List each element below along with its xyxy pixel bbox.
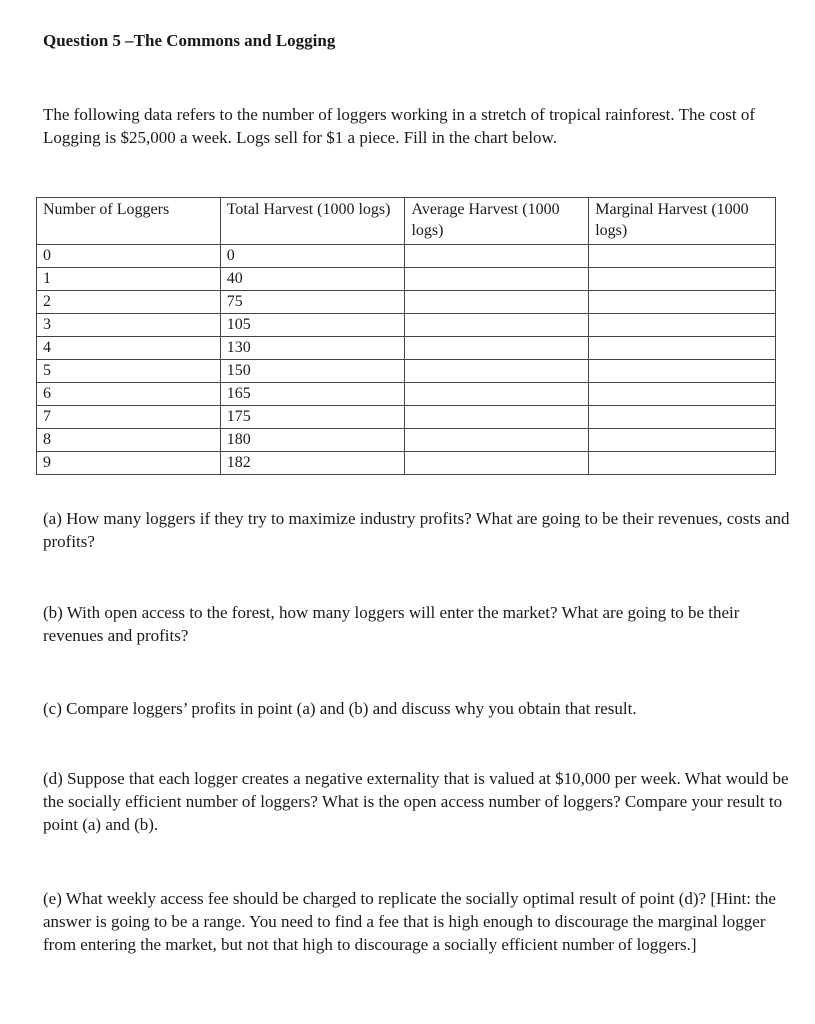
table-row <box>37 429 776 452</box>
cell-average-harvest <box>405 291 589 314</box>
cell-total-harvest: 130 <box>220 337 405 360</box>
cell-loggers: 7 <box>37 406 221 429</box>
cell-average-harvest <box>405 452 589 475</box>
cell-total-harvest: 165 <box>220 383 405 406</box>
logging-data-table <box>36 197 776 475</box>
table-row <box>37 314 776 337</box>
cell-loggers: 5 <box>37 360 221 383</box>
question-b: (b) With open access to the forest, how many loggers will enter the market? What are going to be their revenues and profits? <box>43 603 740 645</box>
table-row <box>37 360 776 383</box>
cell-total-harvest: 150 <box>220 360 405 383</box>
cell-total-harvest: 75 <box>220 291 405 314</box>
cell-loggers: 1 <box>37 268 221 291</box>
cell-marginal-harvest <box>589 291 776 314</box>
table-row <box>37 291 776 314</box>
question-title: Question 5 –The Commons and Logging <box>43 31 336 50</box>
cell-loggers: 2 <box>37 291 221 314</box>
cell-total-harvest: 180 <box>220 429 405 452</box>
cell-marginal-harvest <box>589 360 776 383</box>
cell-loggers: 9 <box>37 452 221 475</box>
cell-loggers: 0 <box>37 245 221 268</box>
cell-total-harvest: 40 <box>220 268 405 291</box>
cell-average-harvest <box>405 429 589 452</box>
cell-average-harvest <box>405 406 589 429</box>
cell-loggers: 4 <box>37 337 221 360</box>
cell-average-harvest <box>405 245 589 268</box>
question-d: (d) Suppose that each logger creates a negative externality that is valued at $10,000 per week. What would be the socially efficient number of loggers? What is the open access number of loggers? Compare your result to point (a) and (b). <box>43 769 789 834</box>
cell-marginal-harvest <box>589 337 776 360</box>
question-c: (c) Compare loggers’ profits in point (a) and (b) and discuss why you obtain that result. <box>43 699 637 718</box>
table-row <box>37 452 776 475</box>
cell-loggers: 8 <box>37 429 221 452</box>
table-row <box>37 406 776 429</box>
header-number-of-loggers: Number of Loggers <box>37 198 221 245</box>
cell-total-harvest: 105 <box>220 314 405 337</box>
table-row <box>37 383 776 406</box>
cell-average-harvest <box>405 383 589 406</box>
table-row <box>37 268 776 291</box>
cell-marginal-harvest <box>589 406 776 429</box>
table-row <box>37 337 776 360</box>
cell-total-harvest: 0 <box>220 245 405 268</box>
cell-average-harvest <box>405 314 589 337</box>
cell-marginal-harvest <box>589 452 776 475</box>
header-total-harvest: Total Harvest (1000 logs) <box>220 198 405 245</box>
cell-marginal-harvest <box>589 245 776 268</box>
cell-marginal-harvest <box>589 314 776 337</box>
cell-average-harvest <box>405 360 589 383</box>
table-header-row <box>37 198 776 245</box>
cell-total-harvest: 182 <box>220 452 405 475</box>
intro-paragraph: The following data refers to the number of loggers working in a stretch of tropical rainforest. The cost of Logging is $25,000 a week. Logs sell for $1 a piece. Fill in the chart below. <box>43 105 756 147</box>
header-marginal-harvest: Marginal Harvest (1000 logs) <box>589 198 776 245</box>
cell-marginal-harvest <box>589 268 776 291</box>
table-row <box>37 245 776 268</box>
cell-total-harvest: 175 <box>220 406 405 429</box>
cell-average-harvest <box>405 337 589 360</box>
cell-average-harvest <box>405 268 589 291</box>
header-average-harvest: Average Harvest (1000 logs) <box>405 198 589 245</box>
cell-loggers: 3 <box>37 314 221 337</box>
question-e: (e) What weekly access fee should be charged to replicate the socially optimal result of point (d)? [Hint: the answer is going to be a range. You need to find a fee that is high enough to discourage the marginal logger from entering the market, but not that high to discourage a socially efficient number of loggers.] <box>43 889 776 954</box>
question-a: (a) How many loggers if they try to maximize industry profits? What are going to be their revenues, costs and profits? <box>43 509 790 551</box>
cell-loggers: 6 <box>37 383 221 406</box>
cell-marginal-harvest <box>589 429 776 452</box>
cell-marginal-harvest <box>589 383 776 406</box>
